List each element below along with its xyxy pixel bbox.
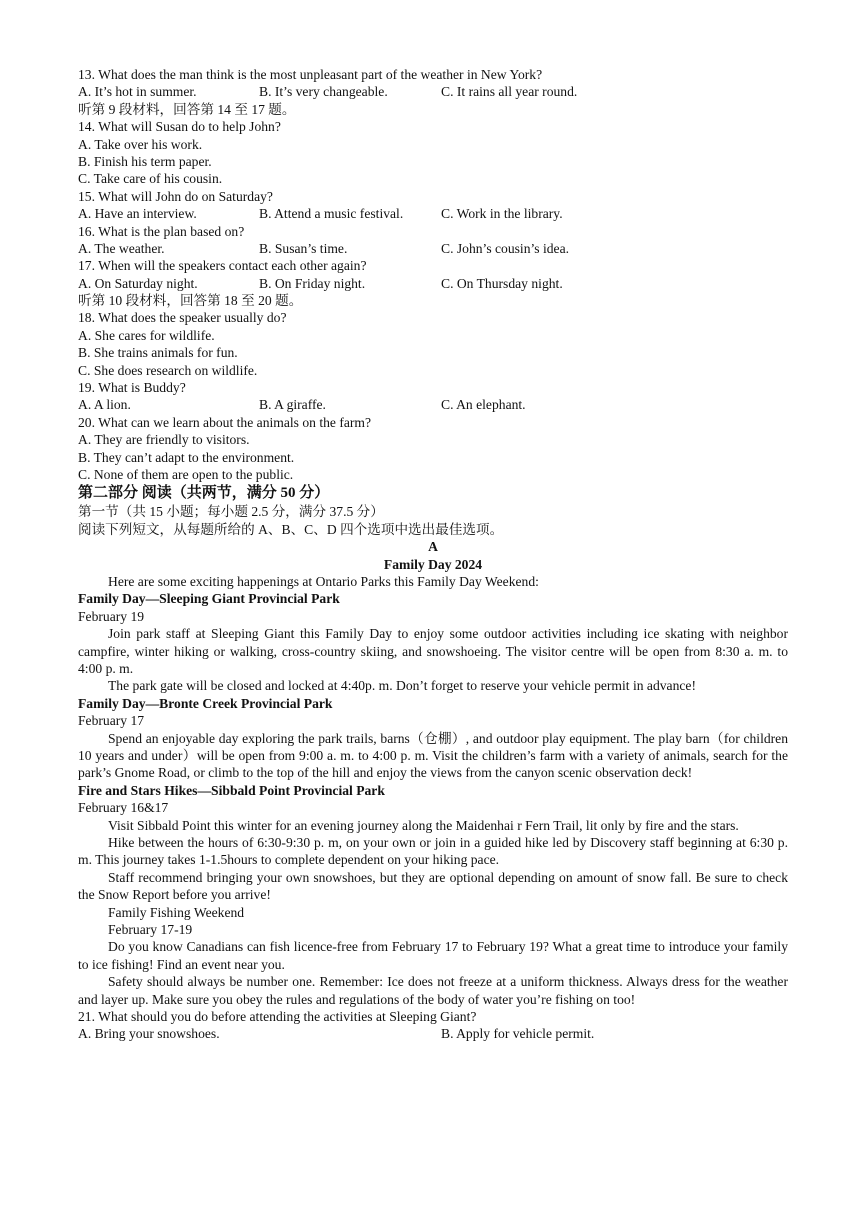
question-20: 20. What can we learn about the animals on the farm?	[78, 414, 372, 430]
paragraph: Safety should always be number one. Remember: Ice does not freeze at a uniform thickness. Always dress for the weather and layer up. Make sure you obey the rules and regulations of the body of water you’re fishing on too!	[78, 974, 788, 1007]
event-title: Family Day—Bronte Creek Provincial Park	[78, 695, 333, 711]
option-c: C. Work in the library.	[441, 206, 563, 222]
listening-instruction-10: 听第 10 段材料，回答第 18 至 20 题。	[78, 293, 303, 309]
event-title: Fire and Stars Hikes—Sibbald Point Provincial Park	[78, 782, 385, 798]
section-title: 第一节（共 15 小题；每小题 2.5 分，满分 37.5 分）	[78, 504, 384, 520]
passage-title: Family Day 2024	[383, 556, 483, 572]
option-a: A. She cares for wildlife.	[78, 327, 215, 343]
option-a: A. The weather.	[78, 240, 165, 256]
question-17-options	[78, 275, 788, 292]
option-c: C. She does research on wildlife.	[78, 362, 258, 378]
event-title: Family Day—Sleeping Giant Provincial Park	[78, 591, 340, 607]
option-b: B. Susan’s time.	[259, 240, 348, 256]
paragraph: Spend an enjoyable day exploring the park trails, barns（仓棚）, and outdoor play equipment. The play barn（for children 10 years and under）will be open from 9:00 a. m. to 4:00 p. m. Visit the children’s farm with a variety of animals, search for the park’s Gnome Road, or climb to the top of the hill and enjoy the views from the canyon scenic observation deck!	[78, 730, 788, 781]
option-b: B. A giraffe.	[259, 397, 326, 413]
option-a: A. On Saturday night.	[78, 275, 198, 291]
question-21: 21. What should you do before attending the activities at Sleeping Giant?	[78, 1008, 477, 1024]
passage-intro: Here are some exciting happenings at Ontario Parks this Family Day Weekend:	[108, 573, 539, 589]
option-b: B. She trains animals for fun.	[78, 345, 238, 361]
exam-page	[78, 66, 788, 1043]
question-16-options	[78, 240, 788, 257]
part-title: 第二部分 阅读（共两节，满分 50 分）	[78, 485, 330, 502]
question-14: 14. What will Susan do to help John?	[78, 119, 281, 135]
option-b: B. Attend a music festival.	[259, 206, 404, 222]
event-date: February 19	[78, 608, 145, 624]
question-21-options	[78, 1025, 788, 1042]
question-19: 19. What is Buddy?	[78, 380, 186, 396]
option-b: B. It’s very changeable.	[259, 84, 388, 100]
option-c: C. An elephant.	[441, 397, 526, 413]
passage-letter: A	[428, 539, 438, 555]
listening-instruction-9: 听第 9 段材料，回答第 14 至 17 题。	[78, 101, 296, 117]
option-c: C. It rains all year round.	[441, 84, 578, 100]
option-b: B. Apply for vehicle permit.	[441, 1026, 595, 1042]
paragraph: Do you know Canadians can fish licence-free from February 17 to February 19? What a great time to introduce your family to ice fishing! Find an event near you.	[78, 939, 788, 972]
event-date: February 16&17	[78, 800, 169, 816]
option-a: A. Bring your snowshoes.	[78, 1026, 220, 1042]
option-c: C. Take care of his cousin.	[78, 171, 223, 187]
question-15-options	[78, 205, 788, 222]
event-title: Family Fishing Weekend	[108, 904, 245, 920]
reading-instruction: 阅读下列短文，从每题所给的 A、B、C、D 四个选项中选出最佳选项。	[78, 521, 504, 537]
option-a: A. A lion.	[78, 397, 131, 413]
option-c: C. John’s cousin’s idea.	[441, 240, 570, 256]
question-17: 17. When will the speakers contact each other again?	[78, 258, 367, 274]
option-c: C. On Thursday night.	[441, 275, 563, 291]
option-b: B. Finish his term paper.	[78, 153, 212, 169]
paragraph: The park gate will be closed and locked at 4:40p. m. Don’t forget to reserve your vehicle permit in advance!	[108, 678, 696, 694]
option-a: A. It’s hot in summer.	[78, 84, 197, 100]
option-a: A. Have an interview.	[78, 206, 197, 222]
option-b: B. On Friday night.	[259, 275, 366, 291]
question-16: 16. What is the plan based on?	[78, 223, 245, 239]
question-19-options	[78, 396, 788, 413]
question-13: 13. What does the man think is the most unpleasant part of the weather in New York?	[78, 67, 543, 82]
option-a: A. They are friendly to visitors.	[78, 432, 250, 448]
question-13-options	[78, 83, 788, 100]
option-b: B. They can’t adapt to the environment.	[78, 449, 295, 465]
paragraph: Join park staff at Sleeping Giant this Family Day to enjoy some outdoor activities including ice skating with neighbor campfire, winter hiking or walking, cross-country skiing, and snowshoeing. The visitor centre will be open from 8:30 a. m. to 4:00 p. m.	[78, 626, 788, 676]
option-c: C. None of them are open to the public.	[78, 466, 294, 482]
question-15: 15. What will John do on Saturday?	[78, 188, 273, 204]
paragraph: Hike between the hours of 6:30-9:30 p. m, on your own or join in a guided hike led by Discovery staff beginning at 6:30 p. m. This journey takes 1-1.5hours to complete dependent on your hiking pace.	[78, 834, 788, 868]
event-date: February 17-19	[108, 921, 193, 937]
paragraph: Staff recommend bringing your own snowshoes, but they are optional depending on amount of snow fall. Be sure to check the Snow Report before you arrive!	[78, 869, 788, 903]
paragraph: Visit Sibbald Point this winter for an evening journey along the Maidenhai r Fern Trail, lit only by fire and the stars.	[108, 817, 739, 833]
question-18: 18. What does the speaker usually do?	[78, 310, 287, 326]
event-date: February 17	[78, 713, 145, 729]
option-a: A. Take over his work.	[78, 136, 203, 152]
